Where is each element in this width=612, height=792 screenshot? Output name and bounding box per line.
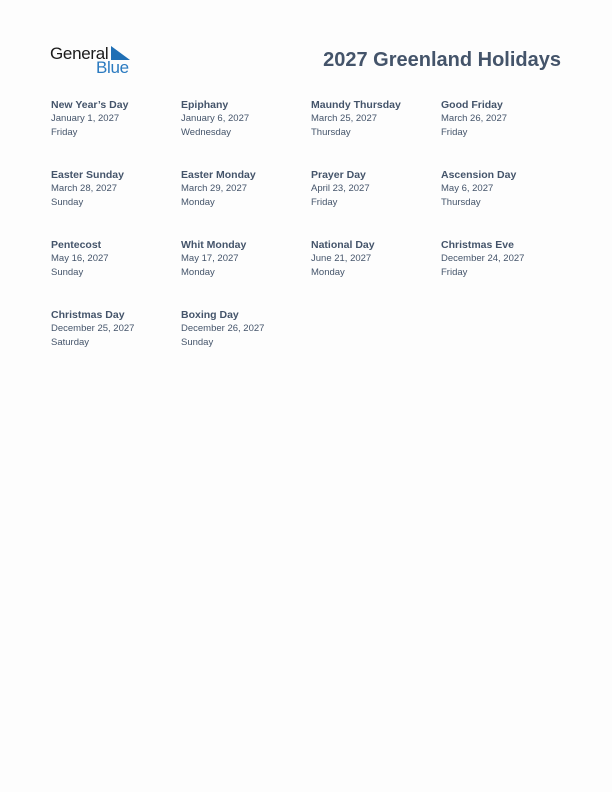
holiday-weekday: Friday xyxy=(441,126,468,138)
holiday-date: January 1, 2027 xyxy=(51,113,120,124)
holiday-entry xyxy=(181,308,311,378)
holiday-date: January 6, 2027 xyxy=(181,113,250,124)
holiday-weekday: Sunday xyxy=(51,196,84,208)
holiday-name: Prayer Day xyxy=(311,169,366,181)
holiday-date: March 28, 2027 xyxy=(51,183,118,194)
holiday-weekday: Sunday xyxy=(181,336,214,348)
holiday-weekday: Friday xyxy=(441,266,468,278)
holiday-date: March 25, 2027 xyxy=(311,113,378,124)
holiday-name: National Day xyxy=(311,239,375,251)
holiday-entry xyxy=(441,98,571,168)
holiday-weekday: Monday xyxy=(181,196,215,208)
page-title: 2027 Greenland Holidays xyxy=(323,49,561,71)
holiday-grid xyxy=(51,98,571,378)
holiday-name: Christmas Day xyxy=(51,309,125,321)
holiday-entry xyxy=(311,168,441,238)
holiday-entry xyxy=(51,308,181,378)
holiday-weekday: Thursday xyxy=(311,126,351,138)
holiday-weekday: Saturday xyxy=(51,336,90,348)
holiday-date: May 16, 2027 xyxy=(51,253,109,264)
holiday-name: Boxing Day xyxy=(181,309,239,321)
logo-word-general: General xyxy=(50,44,109,63)
holiday-weekday: Monday xyxy=(311,266,345,278)
holiday-weekday: Thursday xyxy=(441,196,481,208)
holiday-date: April 23, 2027 xyxy=(311,183,370,194)
holiday-entry xyxy=(441,168,571,238)
holiday-date: June 21, 2027 xyxy=(311,253,372,264)
holiday-name: Easter Sunday xyxy=(51,169,124,181)
holiday-date: March 26, 2027 xyxy=(441,113,508,124)
holiday-weekday: Monday xyxy=(181,266,215,278)
holiday-entry xyxy=(311,238,441,308)
holiday-entry xyxy=(51,98,181,168)
holiday-name: Good Friday xyxy=(441,99,503,111)
holiday-entry xyxy=(181,238,311,308)
holiday-weekday: Sunday xyxy=(51,266,84,278)
holiday-weekday: Friday xyxy=(51,126,78,138)
holiday-entry xyxy=(181,168,311,238)
generalblue-logo xyxy=(50,44,134,78)
holiday-date: March 29, 2027 xyxy=(181,183,248,194)
holiday-name: Whit Monday xyxy=(181,239,247,251)
holiday-date: December 26, 2027 xyxy=(181,323,265,334)
holiday-name: Easter Monday xyxy=(181,169,256,181)
holiday-entry xyxy=(441,238,571,308)
holiday-weekday: Wednesday xyxy=(181,126,231,138)
holiday-date: May 6, 2027 xyxy=(441,183,494,194)
holiday-date: December 24, 2027 xyxy=(441,253,525,264)
logo-word-blue: Blue xyxy=(96,58,129,77)
holiday-name: Epiphany xyxy=(181,99,229,111)
holiday-entry xyxy=(311,98,441,168)
holiday-name: Christmas Eve xyxy=(441,239,514,251)
holiday-entry xyxy=(51,168,181,238)
holiday-entry xyxy=(181,98,311,168)
holiday-entry xyxy=(51,238,181,308)
holiday-name: Maundy Thursday xyxy=(311,99,401,111)
holiday-weekday: Friday xyxy=(311,196,338,208)
holiday-name: Ascension Day xyxy=(441,169,517,181)
holiday-name: Pentecost xyxy=(51,239,102,251)
holiday-name: New Year’s Day xyxy=(51,99,129,111)
holiday-date: December 25, 2027 xyxy=(51,323,135,334)
holiday-date: May 17, 2027 xyxy=(181,253,239,264)
